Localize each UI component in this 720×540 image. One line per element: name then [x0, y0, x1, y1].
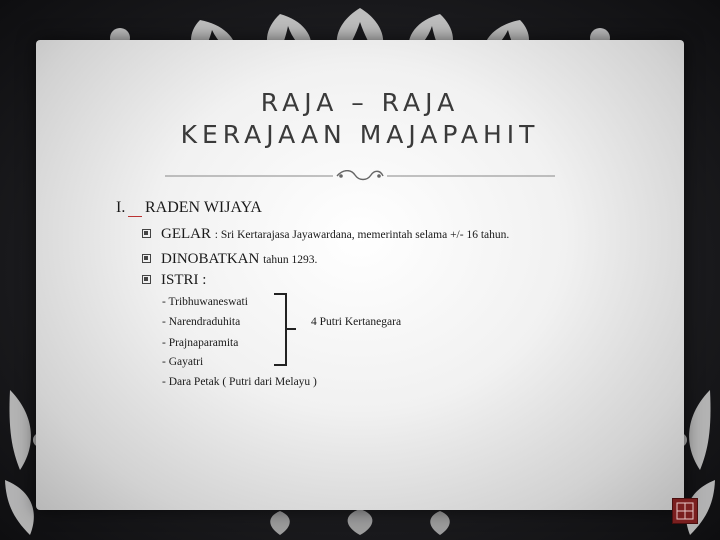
- wife-item: - Gayatri: [162, 356, 204, 368]
- bullet-label: GELAR: [161, 226, 211, 242]
- home-button[interactable]: [672, 498, 698, 524]
- scroll-ornament-icon: [165, 170, 555, 182]
- bullet-dinobatkan: [142, 251, 317, 268]
- square-bullet-icon: [142, 254, 151, 263]
- bottom-ornament-icon: [80, 505, 640, 540]
- wife-item: - Narendraduhita: [162, 316, 241, 328]
- wife-item: - Prajnaparamita: [162, 337, 239, 349]
- bracket-note: 4 Putri Kertanegara: [311, 316, 402, 328]
- bullet-detail: : Sri Kertarajasa Jayawardana, memerintah selama +/- 16 tahun.: [214, 229, 510, 241]
- heading-underline: [128, 216, 142, 217]
- wife-item: - Dara Petak ( Putri dari Melayu ): [162, 376, 317, 388]
- home-icon: [673, 499, 697, 523]
- slide-title-line1: RAJA – RAJA: [260, 88, 460, 117]
- bullet-gelar: [142, 226, 509, 243]
- slide-title-line2: KERAJAAN MAJAPAHIT: [180, 120, 540, 149]
- square-bullet-icon: [142, 229, 151, 238]
- wife-item: - Tribhuwaneswati: [162, 296, 248, 308]
- bullet-detail: tahun 1293.: [263, 254, 318, 266]
- heading-text: RADEN WIJAYA: [145, 199, 262, 216]
- bullet-istri: [142, 272, 206, 289]
- heading-number: I.: [116, 199, 126, 216]
- bullet-detail: :: [202, 272, 207, 288]
- bullet-label: DINOBATKAN: [161, 251, 260, 267]
- square-bullet-icon: [142, 275, 151, 284]
- bullet-label: ISTRI: [161, 272, 199, 288]
- right-bracket: [272, 291, 298, 369]
